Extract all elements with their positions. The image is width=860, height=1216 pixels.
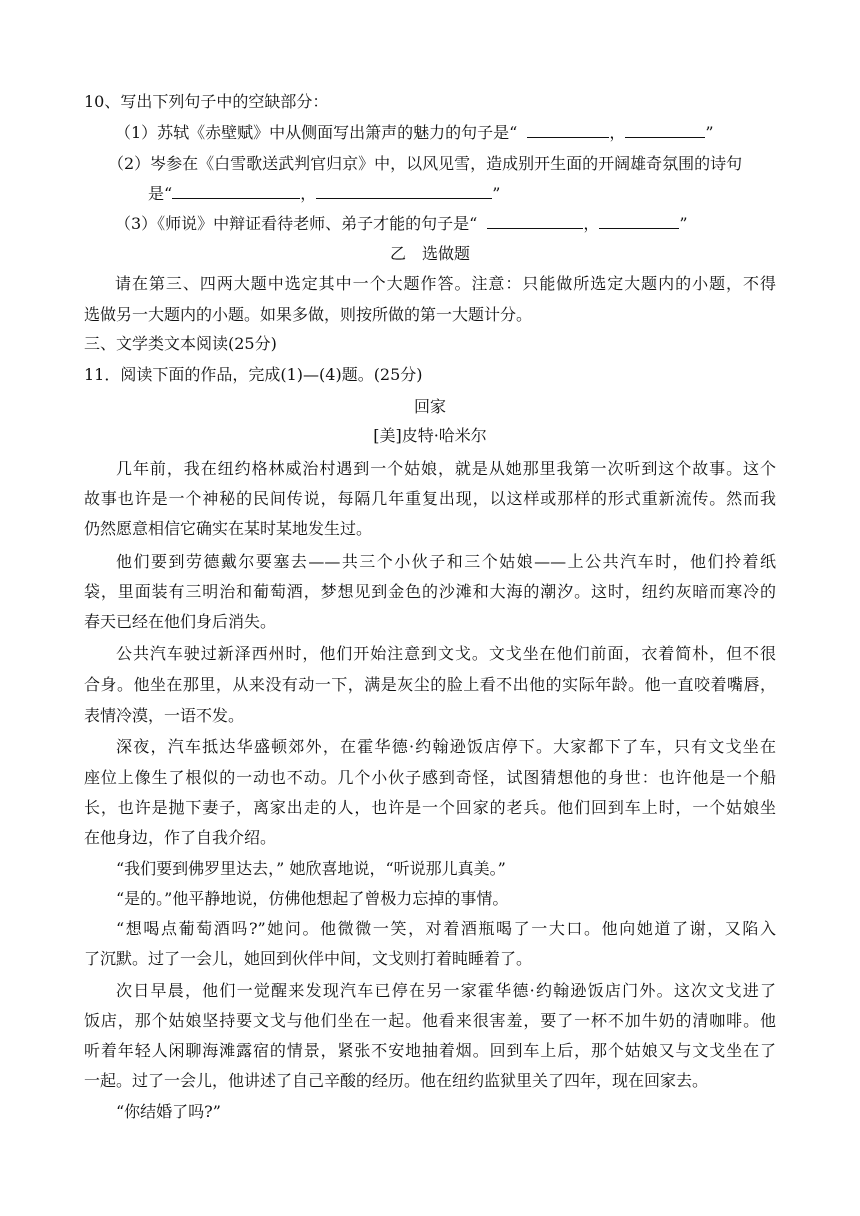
story-line: “想喝点葡萄酒吗?”她问。他微微一笑，对着酒瓶喝了一大口。他向她道了谢，又陷入 [116,919,776,938]
section-yi-heading: 乙 选做题 [389,244,470,263]
story-line: 袋，里面装有三明治和葡萄酒，梦想见到金色的沙滩和大海的潮汐。这时，纽约灰暗而寒冷的 [84,582,776,601]
answer-blank[interactable] [599,214,679,229]
story-line: 公共汽车驶过新泽西州时，他们开始注意到文戈。文戈坐在他们前面，衣着简朴，但不很 [116,644,776,663]
story-line: “是的。”他平静地说，仿佛他想起了曾极力忘掉的事情。 [116,889,509,908]
story-line: 饭店，那个姑娘坚持要文戈与他们坐在一起。他看来很害羞，要了一杯不加牛奶的清咖啡。他 [84,1011,776,1030]
answer-blank[interactable] [487,214,583,229]
q10-s1-close: ” [705,123,714,142]
q10-s3-comma: ， [583,214,600,233]
q10-s3-text: （3）《师说》中辩证看待老师、弟子才能的句子是“ [115,214,478,233]
q10-sentence-2-line1: （2）岑参在《白雪歌送武判官归京》中，以风见雪，造成别开生面的开阔雄奇氛围的诗句 [108,154,743,173]
story-line: “我们要到佛罗里达去，” 她欣喜地说，“听说那儿真美。” [116,859,506,878]
q10-s2-comma: ， [300,184,317,203]
answer-blank[interactable] [316,184,492,199]
story-line: 春天已经在他们身后消失。 [84,612,277,631]
instructions-line-1: 请在第三、四两大题中选定其中一个大题作答。注意：只能做所选定大题内的小题，不得 [115,274,776,293]
story-line: 深夜，汽车抵达华盛顿郊外，在霍华德·约翰逊饭店停下。大家都下了车，只有文戈坐在 [116,737,776,756]
q10-sentence-2-line2 [148,183,776,205]
story-line: 长，也许是抛下妻子，离家出走的人，也许是一个回家的老兵。他们回到车上时，一个姑娘坐 [84,798,776,817]
q10-s3-close: ” [679,214,688,233]
q10-s2-close: ” [492,184,501,203]
instructions-line-2: 选做另一大题内的小题。如果多做，则按所做的第一大题计分。 [84,305,533,324]
q10-sentence-3 [115,213,776,235]
q10-s1-comma: ， [609,123,626,142]
q10-s1-text: （1）苏轼《赤壁赋》中从侧面写出箫声的魅力的句子是“ [115,123,518,142]
answer-blank[interactable] [172,184,300,199]
story-title: 回家 [413,397,446,416]
answer-blank[interactable] [625,123,705,138]
q10-sentence-1 [115,122,776,144]
story-line: 表情冷漠，一语不发。 [84,706,245,725]
story-line: 听着年轻人闲聊海滩露宿的情景，紧张不安地抽着烟。回到车上后，那个姑娘又与文戈坐在了 [84,1041,776,1060]
story-author: [美]皮特·哈米尔 [373,426,487,445]
answer-blank[interactable] [527,123,609,138]
story-line: “你结婚了吗?” [116,1102,221,1121]
story-line: 在他身边，作了自我介绍。 [84,828,277,847]
story-line: 了沉默。过了一会儿，她回到伙伴中间，文戈则打着盹睡着了。 [84,949,533,968]
section-3-heading: 三、文学类文本阅读(25分) [84,334,277,353]
story-line: 座位上像生了根似的一动也不动。几个小伙子感到奇怪，试图猜想他的身世：也许他是一个船 [84,768,776,787]
story-line: 一起。过了一会儿，他讲述了自己辛酸的经历。他在纽约监狱里关了四年，现在回家去。 [84,1071,709,1090]
story-line: 故事也许是一个神秘的民间传说，每隔几年重复出现，以这样或那样的形式重新流传。然而我 [84,489,776,508]
q10-s2-open: 是“ [148,184,173,203]
q11-heading: 11．阅读下面的作品，完成(1)—(4)题。(25分) [84,365,423,384]
story-line: 仍然愿意相信它确实在某时某地发生过。 [84,519,373,538]
story-line: 次日早晨，他们一觉醒来发现汽车已停在另一家霍华德·约翰逊饭店门外。这次文戈进了 [116,981,776,1000]
story-line: 合身。他坐在那里，从来没有动一下，满是灰尘的脸上看不出他的实际年龄。他一直咬着嘴唇， [84,675,776,694]
q10-title: 10、写出下列句子中的空缺部分： [84,92,329,111]
story-line: 他们要到劳德戴尔要塞去——共三个小伙子和三个姑娘——上公共汽车时，他们拎着纸 [116,552,776,571]
story-line: 几年前，我在纽约格林威治村遇到一个姑娘，就是从她那里我第一次听到这个故事。这个 [116,459,776,478]
